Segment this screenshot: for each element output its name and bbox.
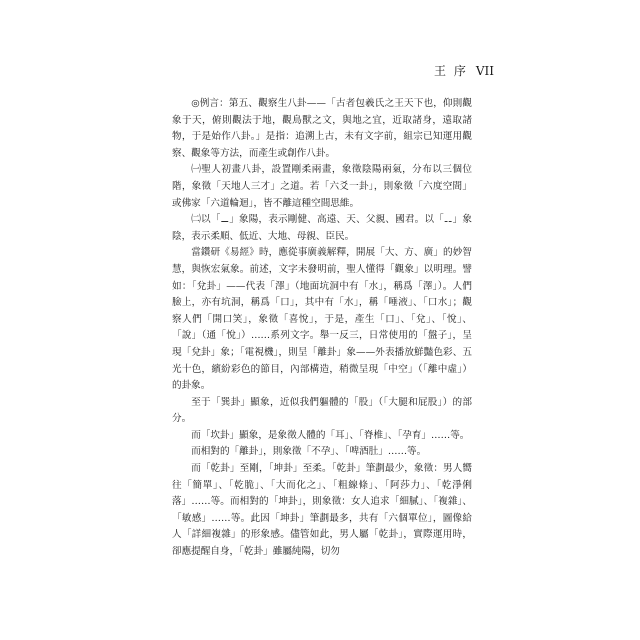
body-text <box>172 96 472 561</box>
paragraph-kan: 而「坎卦」顯象，是象徵人體的「耳」、「脊椎」、「孕育」……等。 <box>191 429 470 441</box>
paragraph-li: 而相對的「離卦」，則象徵「不孕」、「啤酒肚」……等。 <box>191 446 427 458</box>
page-header <box>434 62 494 79</box>
paragraph-xun: 至于「巽卦」顯象，近似我們軀體的「股」（「大腿和屁股」）的部分。 <box>172 396 472 425</box>
running-title: 王 序 <box>434 64 468 78</box>
paragraph-qian-kun: 而「乾卦」至剛，「坤卦」至柔。「乾卦」筆劃最少，象徵：男人嚮往「簡單」、「乾脆」、「大而化之」、「粗線條」、「阿莎力」、「乾淨俐落」……等。而相對的「坤卦」，則象徵：女人追求「細膩」、「複雜」、「敏感」……等。此因「坤卦」筆劃最多，共有「六個單位」，圖像給人「詳細複雜」的形象感。儘管如此，男人屬「乾卦」，實際運用時，卻應提醒自身，「乾卦」雖屬純陽，切勿 <box>172 463 472 558</box>
paragraph-point-1: ㈠聖人初畫八卦，設置剛柔兩畫，象徵陰陽兩氣，分布以三個位階，象徵「天地人三才」之道。若「六爻一卦」，則象徵「六度空間」或佛家「六道輪迴」，皆不離這種空間思維。 <box>172 164 472 209</box>
paragraph-example: ◎例言：第五、觀察生八卦——「古者包羲氏之王天下也，仰則觀象于天，俯則觀法于地，觀鳥獸之文，與地之宜，近取諸身，遠取諸物，于是始作八卦。」是指：追溯上古，未有文字前，組宗已知運用觀察、觀象等方法，而產生或創作八卦。 <box>172 98 472 159</box>
page-number: VII <box>475 64 494 78</box>
paragraph-study: 當鑽研《易經》時，應從事廣義解釋，開展「大、方、廣」的妙智慧，與恢宏氣象。前述，文字未發明前，聖人懂得「觀象」以明理。譬如：「兌卦」——代表「澤」（地面坑洞中有「水」，稱爲「澤」）。人們臉上，亦有坑洞，稱爲「口」，其中有「水」，稱「唾液」、「口水」；觀察人們「開口笑」，象徵「喜悅」，于是，產生「口」、「兌」、「悅」、「說」（通「悅」）……系列文字。舉一反三，日常使用的「盤子」，呈現「兌卦」象；「電視機」，則呈「離卦」象——外表播放鮮豔色彩、五光十色，繽紛彩色的節目，內部構造，稍微呈現「中空」（「離中虛」）的卦象。 <box>172 247 472 392</box>
paragraph-point-2: ㈡以「⚊」象陽，表示剛健、高遠、天、父親、國君。以「⚋」象陰，表示柔順、低近、大地、母親、臣民。 <box>172 214 472 242</box>
